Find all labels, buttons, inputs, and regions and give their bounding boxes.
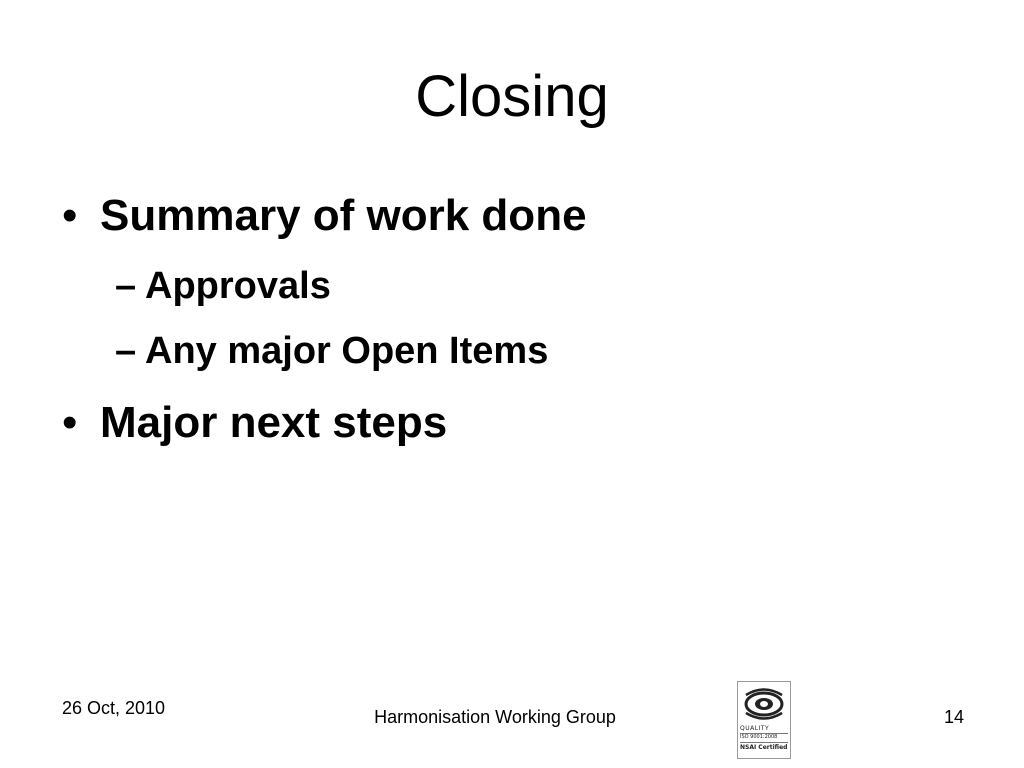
- nsai-quality-logo: [737, 681, 791, 759]
- bullet-next-steps: [62, 397, 447, 449]
- sub-bullet-text: Approvals: [145, 265, 331, 307]
- logo-certified-label: NSAI Certified: [740, 744, 788, 751]
- sub-bullet-open-items: [115, 328, 548, 374]
- sub-bullet-text: Any major Open Items: [145, 330, 549, 372]
- sub-bullet-marker: –: [115, 265, 137, 307]
- sub-bullet-marker: –: [115, 330, 137, 372]
- bullet-text: Summary of work done: [100, 191, 587, 240]
- logo-quality-label: QUALITY: [740, 725, 770, 732]
- footer-date: 26 Oct, 2010: [62, 698, 166, 718]
- logo-iso-label: ISO 9001:2008: [740, 734, 778, 740]
- bullet-summary: [62, 190, 587, 242]
- page-number: 14: [943, 707, 964, 727]
- slide-title: Closing: [415, 64, 609, 129]
- footer-organization: Harmonisation Working Group: [374, 707, 616, 727]
- bullet-marker: •: [62, 191, 78, 240]
- bullet-marker: •: [62, 398, 78, 447]
- bullet-text: Major next steps: [100, 398, 448, 447]
- sub-bullet-approvals: [115, 263, 331, 309]
- logo-divider: [740, 742, 788, 743]
- nsai-eye-logo-icon: [738, 682, 790, 724]
